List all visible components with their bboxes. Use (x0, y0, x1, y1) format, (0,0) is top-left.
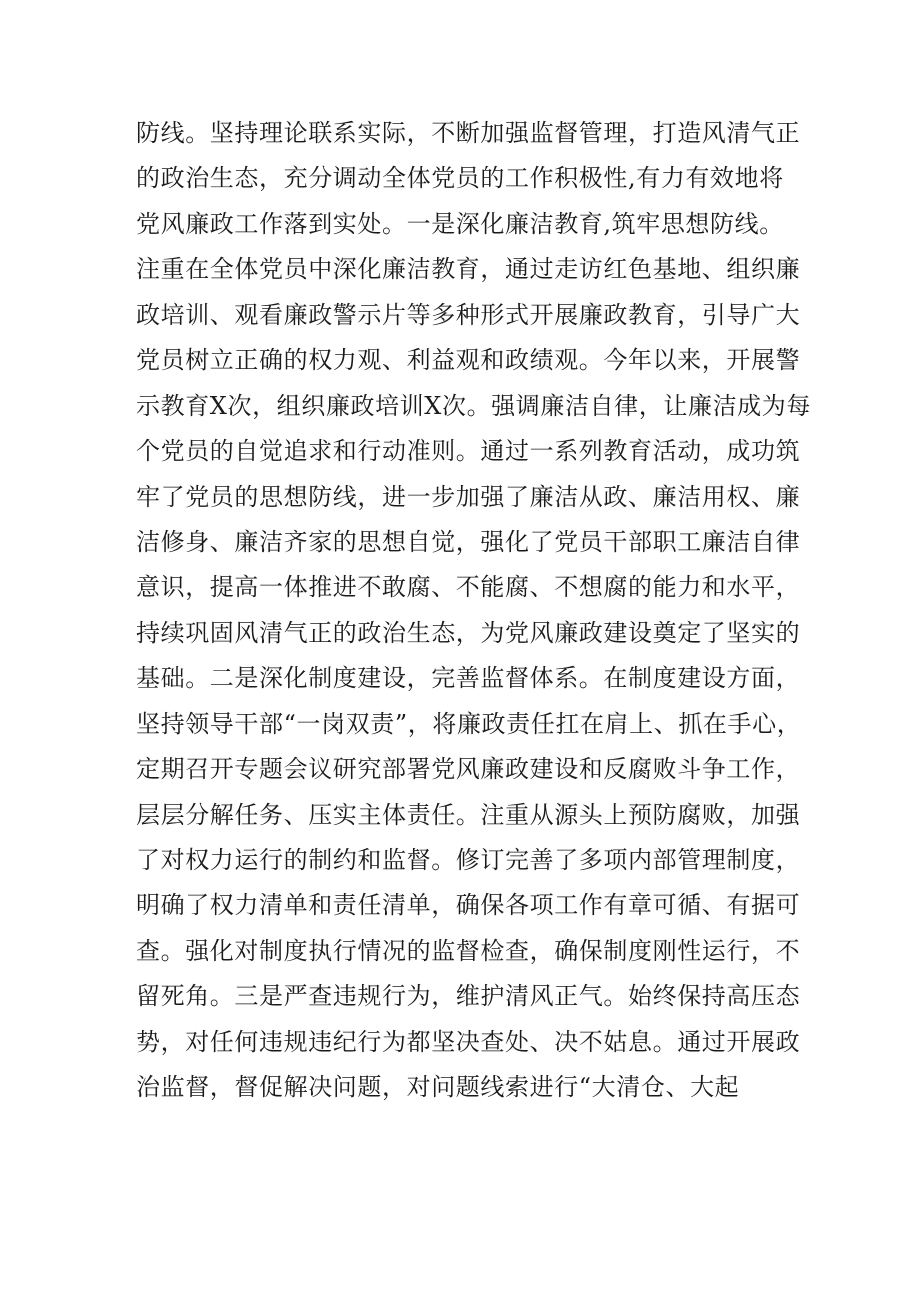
text-line: 明确了权力清单和责任清单，确保各项工作有章可循、有据可 (136, 891, 801, 920)
text-line: 党员树立正确的权力观、利益观和政绩观。今年以来，开展警 (136, 346, 801, 375)
text-line: 势，对任何违规违纪行为都坚决查处、决不姑息。通过开展政 (136, 1027, 801, 1056)
text-line: 层层分解任务、压实主体责任。注重从源头上预防腐败，加强 (136, 800, 801, 829)
text-line: 基础。二是深化制度建设，完善监督体系。在制度建设方面， (136, 664, 801, 693)
text-line: 注重在全体党员中深化廉洁教育，通过走访红色基地、组织廉 (136, 255, 801, 284)
text-line: 定期召开专题会议研究部署党风廉政建设和反腐败斗争工作， (136, 755, 801, 784)
body-text (136, 111, 811, 1111)
text-line: 党风廉政工作落到实处。一是深化廉洁教育,筑牢思想防线。 (136, 209, 784, 238)
text-line: 了对权力运行的制约和监督。修订完善了多项内部管理制度， (136, 846, 801, 874)
text-line: 防线。坚持理论联系实际，不断加强监督管理，打造风清气正 (136, 119, 801, 147)
text-line: 查。强化对制度执行情况的监督检查，确保制度刚性运行，不 (136, 936, 801, 965)
text-line: 牢了党员的思想防线，进一步加强了廉洁从政、廉洁用权、廉 (136, 482, 801, 511)
text-line: 洁修身、廉洁齐家的思想自觉，强化了党员干部职工廉洁自律 (136, 527, 801, 556)
text-line: 治监督，督促解决问题，对问题线索进行“大清仓、大起 (136, 1073, 740, 1102)
text-line: 坚持领导干部“一岗双责”，将廉政责任扛在肩上、抓在手心， (136, 709, 802, 738)
text-line: 意识，提高一体推进不敢腐、不能腐、不想腐的能力和水平， (136, 573, 801, 602)
text-line: 留死角。三是严查违规行为，维护清风正气。始终保持高压态 (136, 982, 801, 1011)
text-line: 示教育X次，组织廉政培训X次。强调廉洁自律，让廉洁成为每 (136, 391, 811, 420)
text-line: 持续巩固风清气正的政治生态，为党风廉政建设奠定了坚实的 (136, 618, 801, 647)
text-line: 政培训、观看廉政警示片等多种形式开展廉政教育，引导广大 (136, 300, 801, 329)
text-line: 个党员的自觉追求和行动准则。通过一系列教育活动，成功筑 (136, 437, 801, 466)
text-line: 的政治生态，充分调动全体党员的工作积极性,有力有效地将 (136, 164, 784, 193)
